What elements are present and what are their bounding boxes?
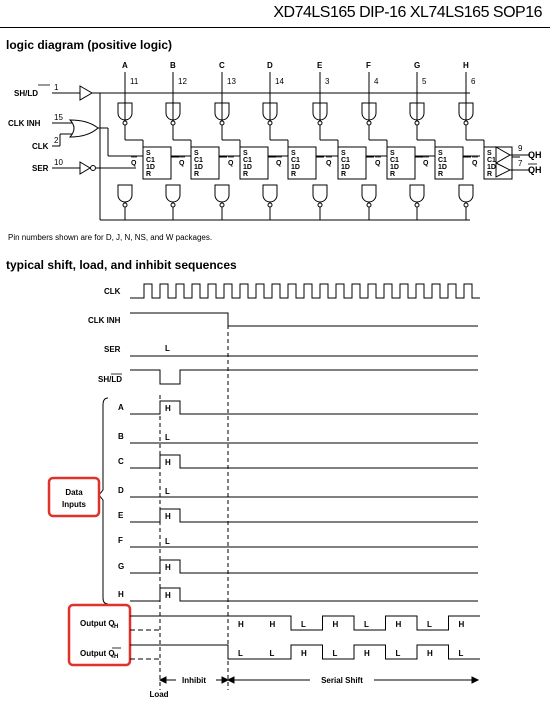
- ff-s-4: S: [341, 150, 346, 157]
- data-inputs-box: [49, 478, 99, 516]
- data-label-2: C: [219, 61, 225, 70]
- data-pin-5: 4: [374, 77, 379, 86]
- out-q-level-4: L: [364, 620, 369, 629]
- input-pin-3: 10: [54, 158, 63, 167]
- clkinh-label: CLK INH: [88, 316, 121, 325]
- out-qbar-level-6: H: [427, 649, 433, 658]
- ff-r-5: R: [390, 171, 396, 178]
- data-label-5: F: [366, 61, 371, 70]
- ff-d-6: 1D: [438, 164, 447, 171]
- ff-s-5: S: [390, 150, 395, 157]
- data-row-wave-4: [130, 509, 478, 522]
- out-pin-qbar: 7: [518, 159, 523, 168]
- data-row-level-0: H: [165, 404, 171, 413]
- input-label-2: CLK: [32, 142, 49, 151]
- out-pin-q: 9: [518, 144, 523, 153]
- ff-d-7: 1D: [487, 164, 496, 171]
- ff-c1-7: C1: [487, 157, 496, 164]
- data-pin-1: 12: [178, 77, 187, 86]
- data-inputs-line2: Inputs: [62, 500, 86, 509]
- serial-arrow-l: [228, 677, 234, 683]
- out-qbar-level-1: L: [269, 649, 275, 658]
- ff-qbar-3: Q: [276, 160, 282, 167]
- ff-s-3: S: [291, 150, 296, 157]
- data-pin-7: 6: [471, 77, 476, 86]
- out-q-level-2: L: [301, 620, 306, 629]
- ser-level: L: [165, 344, 170, 353]
- serial-label: Serial Shift: [321, 676, 363, 685]
- ff-qbar-0: Q: [131, 160, 137, 167]
- ff-r-7: R: [487, 171, 493, 178]
- data-row-label-6: G: [118, 562, 125, 571]
- out-qbar-level-4: H: [364, 649, 370, 658]
- out-q-level-0: H: [238, 620, 244, 629]
- data-row-wave-7: [130, 588, 478, 601]
- data-row-label-7: H: [118, 590, 124, 599]
- shld-label: SH/LD: [98, 375, 122, 384]
- input-pin-1: 15: [54, 113, 63, 122]
- ff-s-2: S: [243, 150, 248, 157]
- data-row-label-5: F: [118, 536, 123, 545]
- input-label-3: SER: [32, 164, 49, 173]
- out-q-level-7: H: [458, 620, 465, 629]
- ff-r-1: R: [194, 171, 200, 178]
- out-qbar-level-3: L: [332, 649, 338, 658]
- out-q-level-3: H: [332, 620, 339, 629]
- page-header: XD74LS165 DIP-16 XL74LS165 SOP16: [273, 4, 542, 21]
- ff-qbar-6: Q: [423, 160, 429, 167]
- inhibit-label: Inhibit: [182, 676, 206, 685]
- data-label-6: G: [414, 61, 421, 70]
- ff-qbar-4: Q: [326, 160, 332, 167]
- ff-c1-5: C1: [390, 157, 399, 164]
- data-row-level-2: H: [165, 458, 171, 467]
- data-row-label-0: A: [118, 403, 124, 412]
- input-pin-2: 2: [54, 136, 59, 145]
- data-row-label-3: D: [118, 486, 124, 495]
- ff-d-1: 1D: [194, 164, 203, 171]
- logic-diagram-title: logic diagram (positive logic): [6, 38, 173, 52]
- ff-s-0: S: [146, 150, 151, 157]
- pin-note: Pin numbers shown are for D, J, N, NS, and W packages.: [8, 233, 213, 242]
- out-qbar-level-0: L: [238, 649, 243, 658]
- data-row-level-7: H: [165, 591, 171, 600]
- out-qbar-label: Output Q: [80, 649, 115, 658]
- ff-s-6: S: [438, 150, 443, 157]
- data-row-label-1: B: [118, 432, 124, 441]
- ff-r-4: R: [341, 171, 347, 178]
- ff-r-3: R: [291, 171, 297, 178]
- data-row-level-1: L: [165, 433, 170, 442]
- timing-diagram-title: typical shift, load, and inhibit sequences: [6, 258, 237, 272]
- ff-c1-0: C1: [146, 157, 155, 164]
- out-q-sub: H: [114, 624, 119, 630]
- ff-r-2: R: [243, 171, 249, 178]
- data-label-7: H: [463, 61, 469, 70]
- out-q-level-6: L: [427, 620, 432, 629]
- inhibit-arrow-l: [160, 677, 166, 683]
- serial-arrow-r: [472, 677, 478, 683]
- out-label-qbar: QH: [528, 165, 542, 175]
- ff-d-0: 1D: [146, 164, 155, 171]
- clk-waveform: [130, 284, 480, 298]
- ff-d-3: 1D: [291, 164, 300, 171]
- out-qbar-sub: H: [114, 654, 119, 660]
- data-row-label-4: E: [118, 511, 124, 520]
- out-q-label: Output Q: [80, 619, 115, 628]
- input-label-0: SH/LD: [14, 89, 38, 98]
- ff-s-7: S: [487, 150, 492, 157]
- data-bracket: [99, 398, 108, 604]
- ff-d-5: 1D: [390, 164, 399, 171]
- data-pin-0: 11: [130, 77, 139, 86]
- data-row-level-4: H: [165, 512, 171, 521]
- data-label-0: A: [122, 61, 128, 70]
- data-row-wave-0: [130, 401, 478, 414]
- ff-qbar-1: Q: [179, 160, 185, 167]
- data-pin-2: 13: [227, 77, 236, 86]
- ff-c1-3: C1: [291, 157, 300, 164]
- clk-label: CLK: [104, 287, 121, 296]
- ff-qbar-2: Q: [228, 160, 234, 167]
- data-row-wave-2: [130, 455, 478, 468]
- data-label-1: B: [170, 61, 176, 70]
- ff-c1-6: C1: [438, 157, 447, 164]
- data-row-level-6: H: [165, 563, 171, 572]
- out-q-level-5: H: [395, 620, 402, 629]
- data-pin-6: 5: [422, 77, 427, 86]
- out-qbar-level-7: L: [458, 649, 464, 658]
- out-q-level-1: H: [269, 620, 276, 629]
- ff-qbar-7: Q: [472, 160, 478, 167]
- ff-s-1: S: [194, 150, 199, 157]
- clkinh-waveform: [130, 313, 478, 326]
- data-label-3: D: [267, 61, 273, 70]
- data-pin-4: 3: [325, 77, 330, 86]
- ff-d-2: 1D: [243, 164, 252, 171]
- out-qbar-level-5: L: [395, 649, 401, 658]
- ff-r-6: R: [438, 171, 444, 178]
- data-pin-3: 14: [275, 77, 284, 86]
- data-row-wave-6: [130, 560, 478, 573]
- out-qbar-level-2: H: [301, 649, 307, 658]
- shld-waveform: [130, 370, 478, 384]
- data-label-4: E: [317, 61, 323, 70]
- ser-label: SER: [104, 345, 121, 354]
- input-pin-0: 1: [54, 83, 59, 92]
- data-row-level-3: L: [165, 487, 170, 496]
- ff-c1-2: C1: [243, 157, 252, 164]
- ff-c1-4: C1: [341, 157, 350, 164]
- ff-r-0: R: [146, 171, 152, 178]
- data-row-label-2: C: [118, 457, 124, 466]
- data-inputs-line1: Data: [65, 488, 83, 497]
- input-label-1: CLK INH: [8, 119, 41, 128]
- ff-qbar-5: Q: [375, 160, 381, 167]
- ff-d-4: 1D: [341, 164, 350, 171]
- out-label-q: QH: [528, 150, 542, 160]
- ff-c1-1: C1: [194, 157, 203, 164]
- load-label: Load: [149, 690, 169, 699]
- data-row-level-5: L: [165, 537, 170, 546]
